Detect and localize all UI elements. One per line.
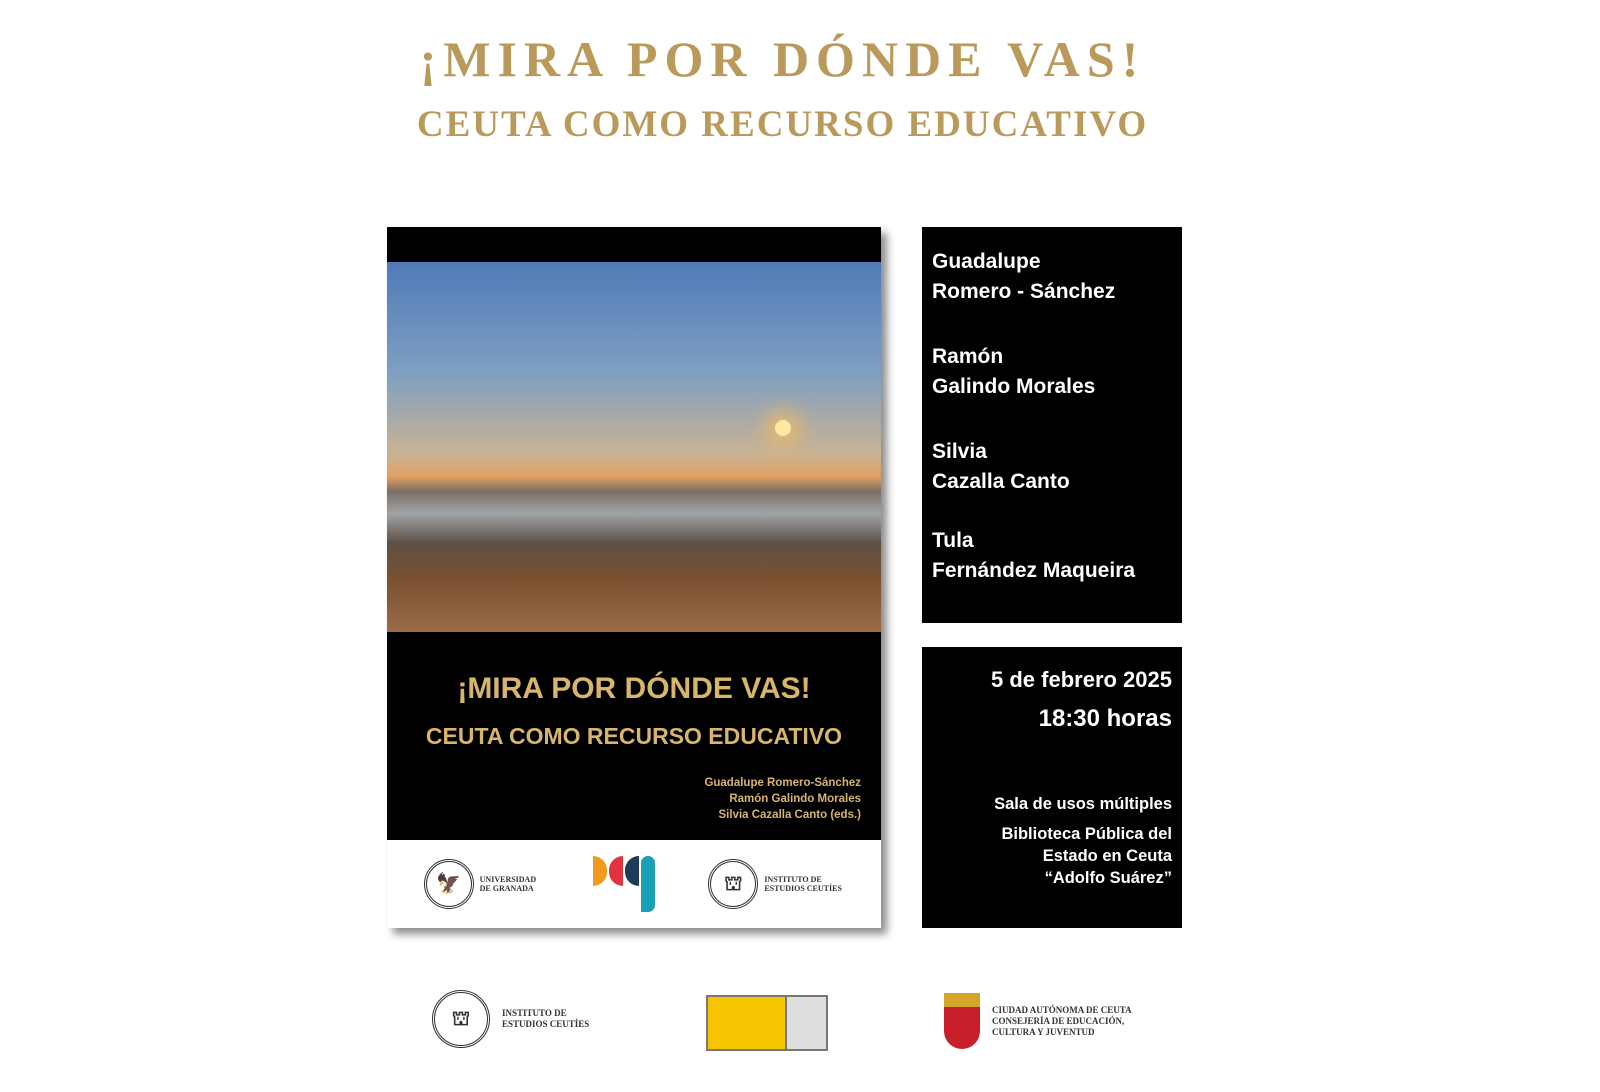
- speakers-box: [922, 227, 1182, 623]
- iec-seal-icon: ⛫: [432, 990, 490, 1048]
- logo-text: INSTITUTO DE ESTUDIOS CEUTÍES: [764, 875, 842, 893]
- event-date: 5 de febrero 2025: [991, 667, 1172, 692]
- footer-ministry-logo: [706, 995, 828, 1051]
- poster-subtitle: CEUTA COMO RECURSO EDUCATIVO: [416, 104, 1149, 145]
- iec-logo: [708, 859, 844, 909]
- speaker-first: Tula: [932, 529, 974, 552]
- speaker-first: Guadalupe: [932, 250, 1041, 273]
- speaker-last: Romero - Sánchez: [932, 280, 1116, 303]
- book-logos: [387, 840, 881, 928]
- speaker: [932, 437, 1172, 497]
- book-authors: [704, 775, 861, 823]
- speaker-last: Fernández Maqueira: [932, 559, 1136, 582]
- footer-ceuta-logo: [944, 993, 1132, 1049]
- logo-text: CONSEJERÍA DE EDUCACIÓN,: [992, 1015, 1125, 1026]
- author: Ramón Galindo Morales: [729, 793, 861, 805]
- speaker-first: Ramón: [932, 345, 1004, 368]
- event-venue: “Adolfo Suárez”: [1044, 869, 1172, 887]
- speaker-first: Silvia: [932, 440, 987, 463]
- event-time: 18:30 horas: [1038, 705, 1172, 732]
- logo-text: INSTITUTO DE: [502, 1008, 567, 1018]
- ceuta-sunset-photo: [387, 262, 881, 632]
- ddcs-logo-icon: [593, 856, 655, 912]
- poster-title: ¡MIRA POR DÓNDE VAS!: [419, 31, 1146, 87]
- speaker-last: Galindo Morales: [932, 375, 1096, 398]
- event-venue: Biblioteca Pública del: [1001, 825, 1172, 843]
- book-subtitle: CEUTA COMO RECURSO EDUCATIVO: [425, 723, 843, 749]
- book-title: ¡MIRA POR DÓNDE VAS!: [457, 672, 811, 705]
- logo-text: ESTUDIOS CEUTÍES: [502, 1019, 590, 1029]
- ministry-logo-icon: [706, 995, 828, 1051]
- event-room: Sala de usos múltiples: [994, 795, 1172, 813]
- ugr-logo: [424, 859, 540, 909]
- speaker: [932, 247, 1172, 307]
- logo-text: UNIVERSIDAD DE GRANADA: [479, 875, 537, 893]
- logo-text: CIUDAD AUTÓNOMA DE CEUTA: [992, 1004, 1132, 1015]
- author: Guadalupe Romero-Sánchez: [704, 777, 861, 789]
- book-cover: [387, 227, 881, 928]
- author: Silvia Cazalla Canto (eds.): [718, 809, 861, 821]
- logo-text: CULTURA Y JUVENTUD: [992, 1026, 1095, 1037]
- speaker: [932, 526, 1172, 586]
- event-box: [922, 647, 1182, 928]
- event-venue: Estado en Ceuta: [1042, 847, 1172, 865]
- sun: [775, 420, 791, 436]
- ugr-seal-icon: 🦅: [424, 859, 474, 909]
- speaker: [932, 342, 1172, 402]
- footer-iec-logo: [432, 990, 589, 1048]
- iec-seal-icon: ⛫: [708, 859, 758, 909]
- speaker-last: Cazalla Canto: [932, 470, 1070, 493]
- ceuta-coat-of-arms-icon: [944, 993, 980, 1049]
